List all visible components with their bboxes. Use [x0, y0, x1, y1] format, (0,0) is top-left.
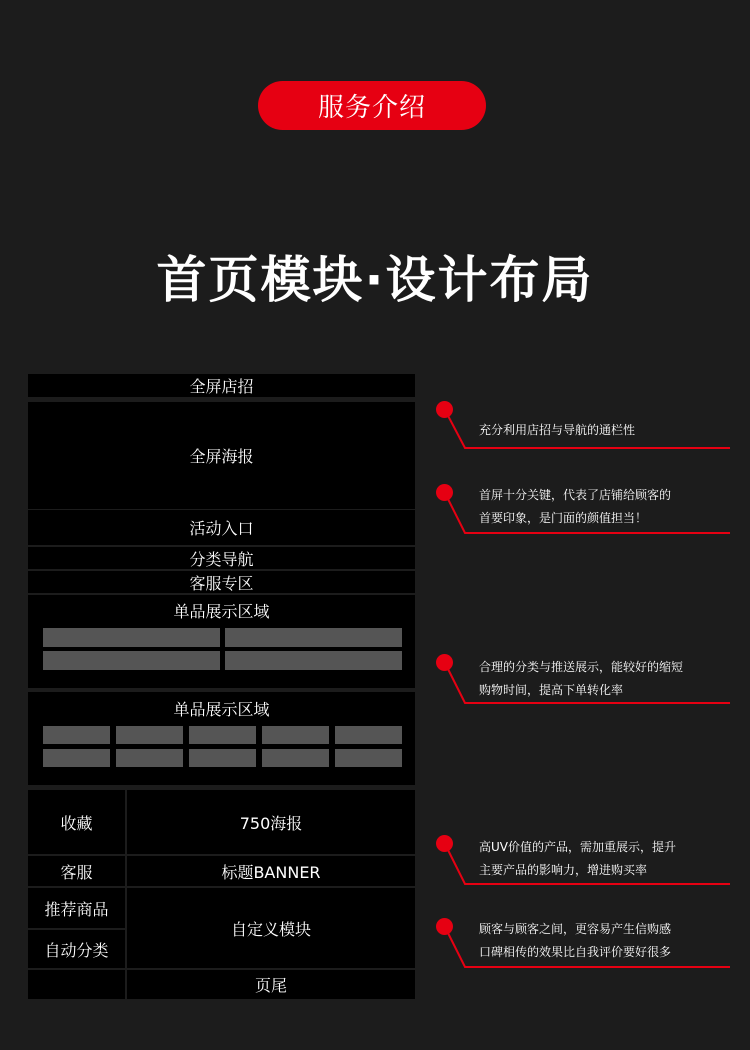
annotation-1 [436, 401, 736, 451]
cell-recommended: 推荐商品 [28, 888, 125, 928]
product-placeholder [262, 726, 329, 744]
product-placeholder [225, 628, 402, 647]
product-placeholder [116, 749, 183, 767]
block-header: 全屏店招 [28, 374, 415, 397]
annotation-2 [436, 484, 736, 536]
product-area-2-label: 单品展示区域 [173, 700, 270, 719]
annotation-5-line-2: 口碑相传的效果比自我评价要好很多 [479, 945, 672, 959]
product-placeholder [116, 726, 183, 744]
annotation-4-line-1: 高UV价值的产品，需加重展示，提升 [479, 840, 676, 854]
cell-footer-left-blank [28, 970, 125, 999]
cell-favorite: 收藏 [28, 790, 125, 854]
product-placeholder [189, 749, 256, 767]
cell-custom-module: 自定义模块 [127, 888, 415, 968]
annotation-3 [436, 654, 736, 706]
product-placeholder [225, 651, 402, 670]
cell-auto-category: 自动分类 [28, 930, 125, 968]
product-placeholder [43, 651, 220, 670]
layout-diagram [28, 374, 415, 999]
page-title: 首页模块·设计布局 [156, 251, 594, 309]
annotation-2-line-2: 首要印象，是门面的颜值担当！ [479, 511, 648, 525]
annotation-3-line-2: 购物时间，提高下单转化率 [479, 683, 624, 697]
section-badge: 服务介绍 [258, 81, 486, 130]
block-service: 客服专区 [28, 571, 415, 593]
product-placeholder [262, 749, 329, 767]
annotation-4 [436, 835, 736, 887]
block-poster: 全屏海报 [28, 402, 415, 509]
product-placeholder [335, 726, 402, 744]
product-placeholder [43, 726, 110, 744]
product-placeholder [335, 749, 402, 767]
annotation-5-line-1: 顾客与顾客之间，更容易产生信购感 [479, 922, 672, 936]
annotation-2-line-1: 首屏十分关键，代表了店铺给顾客的 [479, 488, 672, 502]
product-placeholder [189, 726, 256, 744]
cell-footer: 页尾 [127, 970, 415, 999]
annotation-5 [436, 918, 736, 970]
annotation-3-line-1: 合理的分类与推送展示，能较好的缩短 [479, 660, 684, 674]
annotation-4-line-2: 主要产品的影响力，增进购买率 [479, 863, 648, 877]
cell-750-poster: 750海报 [127, 790, 415, 854]
product-area-1-label: 单品展示区域 [173, 602, 270, 621]
cell-customer-service: 客服 [28, 856, 125, 886]
annotation-1-line-1: 充分利用店招与导航的通栏性 [479, 423, 636, 437]
block-activity: 活动入口 [28, 510, 415, 545]
product-placeholder [43, 628, 220, 647]
product-placeholder [43, 749, 110, 767]
cell-title-banner: 标题BANNER [127, 856, 415, 886]
block-category-nav: 分类导航 [28, 547, 415, 569]
